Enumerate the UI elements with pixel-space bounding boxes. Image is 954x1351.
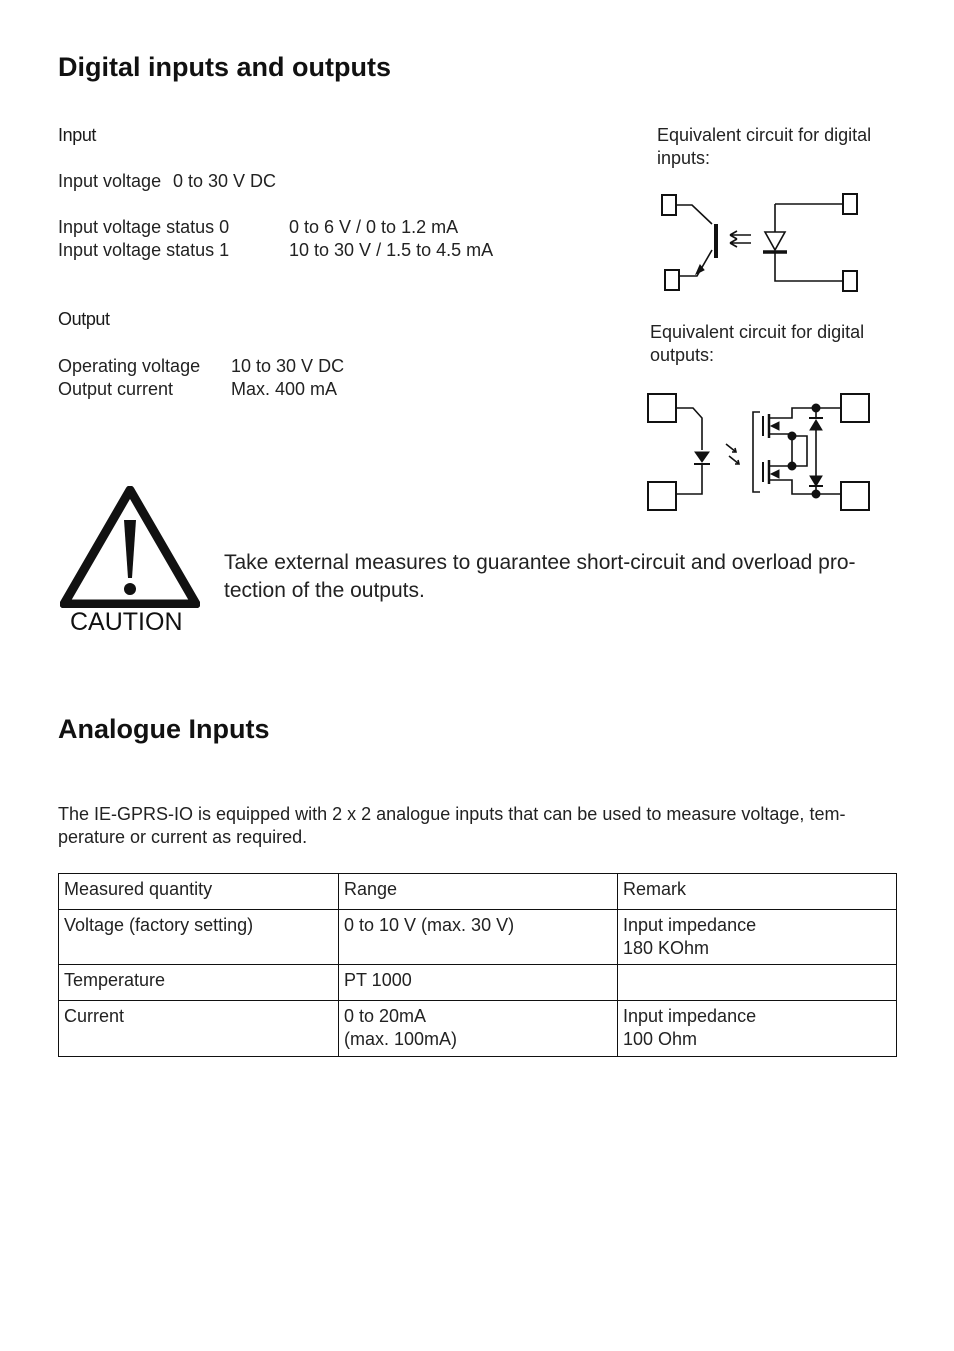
- output-heading: Output: [58, 309, 110, 329]
- input-voltage-value: 0 to 30 V DC: [173, 171, 277, 191]
- output-row-1-value: Max. 400 mA: [231, 379, 338, 399]
- input-status-1-value: 10 to 30 V / 1.5 to 4.5 mA: [289, 240, 494, 260]
- remark-line: 100 Ohm: [623, 1029, 698, 1049]
- input-circuit-caption-line1: Equivalent circuit for digital: [657, 125, 872, 145]
- caution-warning-icon: [60, 486, 200, 608]
- table-cell-quantity: Temperature: [59, 965, 339, 1001]
- table-row: [59, 965, 897, 1001]
- input-circuit-caption: [657, 124, 871, 170]
- input-equivalent-circuit-diagram: [655, 186, 865, 298]
- input-status-0-label: Input voltage status 0: [58, 217, 230, 237]
- table-cell-quantity: Voltage (factory setting): [59, 910, 339, 965]
- table-cell-range: [339, 910, 618, 965]
- section-title-digital-io: Digital inputs and outputs: [58, 52, 391, 82]
- caution-text: [224, 549, 856, 605]
- input-status-0-value: 0 to 6 V / 0 to 1.2 mA: [289, 217, 459, 237]
- output-row-0-label: Operating voltage: [58, 356, 201, 376]
- range-line: 0 to 10 V (max. 30 V): [344, 915, 515, 935]
- analogue-intro-line1: The IE-GPRS-IO is equipped with 2 x 2 analogue inputs that can be used to measure voltage, tem-: [58, 804, 846, 824]
- output-terminal-top-right: [841, 394, 869, 422]
- remark-line: Input impedance: [623, 915, 757, 935]
- light-arrow-icon-2: [729, 456, 739, 464]
- output-circuit-caption-line1: Equivalent circuit for digital: [650, 322, 865, 342]
- table-cell-range: [339, 965, 618, 1001]
- output-led-icon: [695, 452, 709, 462]
- output-circuit-caption: [650, 321, 864, 367]
- table-cell-range: [339, 1001, 618, 1057]
- output-protection-diode-lower-icon: [810, 476, 822, 486]
- remark-line: Input impedance: [623, 1006, 757, 1026]
- input-circuit-caption-line2: inputs:: [657, 148, 711, 168]
- light-arrow-icon-1: [726, 444, 736, 452]
- output-row-0-value: 10 to 30 V DC: [231, 356, 345, 376]
- caution-label: CAUTION: [70, 608, 183, 636]
- analogue-intro: [58, 803, 845, 849]
- input-status-1-label: Input voltage status 1: [58, 240, 230, 260]
- analogue-intro-line2: perature or current as required.: [58, 827, 308, 847]
- table-header-cell: Range: [339, 874, 618, 910]
- remark-line: 180 KOhm: [623, 938, 710, 958]
- output-terminal-top-left: [648, 394, 676, 422]
- analogue-inputs-table: [58, 873, 897, 1057]
- range-line: 0 to 20mA: [344, 1006, 427, 1026]
- output-protection-diode-upper-icon: [810, 420, 822, 430]
- table-cell-remark: [618, 965, 897, 1001]
- output-row-1-label: Output current: [58, 379, 174, 399]
- caution-text-line2: tection of the outputs.: [224, 579, 425, 602]
- output-equivalent-circuit-diagram: [645, 390, 875, 515]
- range-line: PT 1000: [344, 970, 412, 990]
- table-row: [59, 910, 897, 965]
- output-terminal-bottom-right: [841, 482, 869, 510]
- output-circuit-caption-line2: outputs:: [650, 345, 715, 365]
- table-cell-quantity: Current: [59, 1001, 339, 1057]
- input-heading: Input: [58, 125, 97, 145]
- table-header-cell: Measured quantity: [59, 874, 339, 910]
- table-row: [59, 1001, 897, 1057]
- input-terminal-bottom-right: [843, 271, 857, 291]
- table-cell-remark: [618, 910, 897, 965]
- input-terminal-top-right: [843, 194, 857, 214]
- table-header-cell: Remark: [618, 874, 897, 910]
- table-header-row: [59, 874, 897, 910]
- input-terminal-bottom-left: [665, 270, 679, 290]
- caution-text-line1: Take external measures to guarantee short-circuit and overload pro-: [224, 551, 856, 574]
- range-line: (max. 100mA): [344, 1029, 458, 1049]
- input-voltage-label: Input voltage: [58, 171, 162, 191]
- light-arrow-icon: [730, 231, 751, 239]
- led-diode-icon: [765, 232, 785, 250]
- input-terminal-top-left: [662, 195, 676, 215]
- table-cell-remark: [618, 1001, 897, 1057]
- output-terminal-bottom-left: [648, 482, 676, 510]
- section-title-analogue-inputs: Analogue Inputs: [58, 714, 270, 744]
